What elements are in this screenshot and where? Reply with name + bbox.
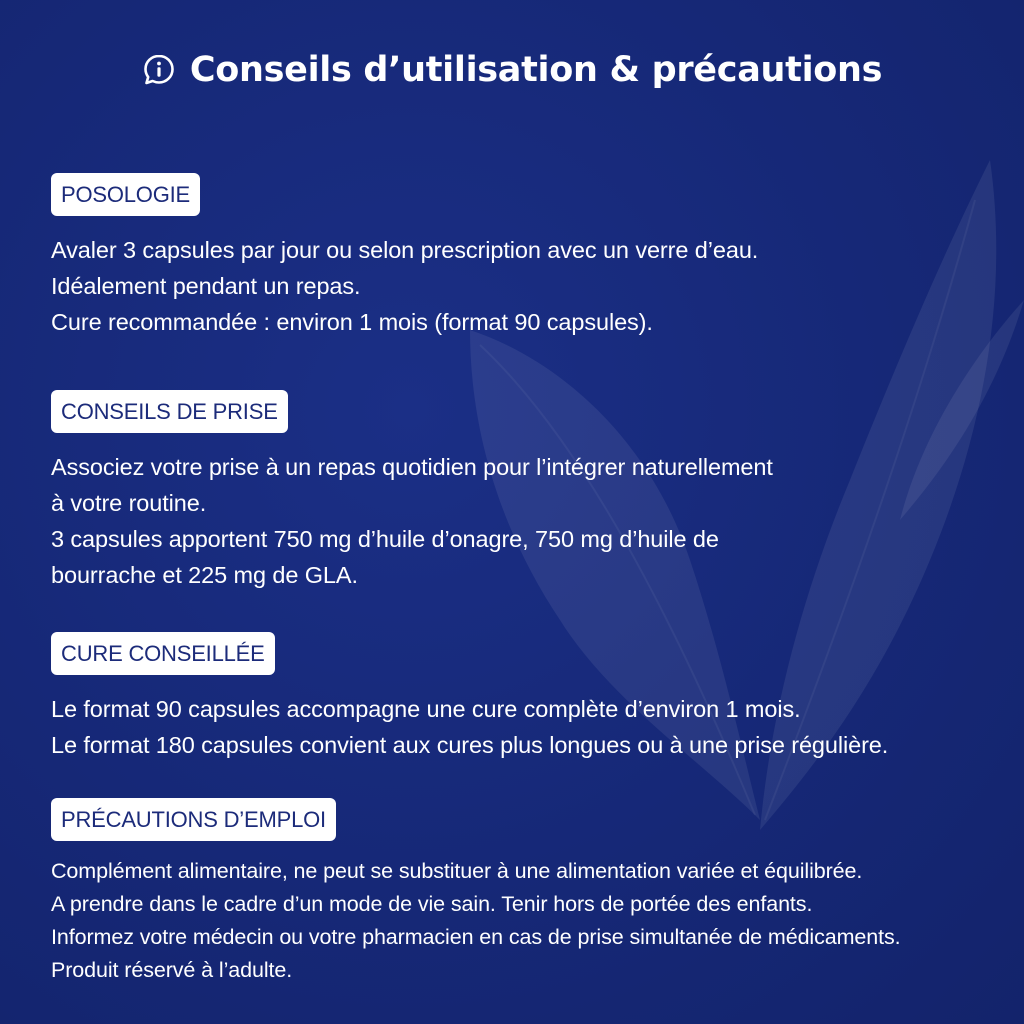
section-conseils-de-prise bbox=[51, 390, 981, 593]
text-line: Produit réservé à l’adulte. bbox=[51, 958, 293, 982]
section-cure-conseillee bbox=[51, 632, 981, 763]
text-line: 3 capsules apportent 750 mg d’huile d’onagre, 750 mg d’huile de bbox=[51, 526, 719, 552]
text-line: Associez votre prise à un repas quotidien pour l’intégrer naturellement bbox=[51, 454, 773, 480]
section-badge-cure-conseillee: CURE CONSEILLÉE bbox=[51, 632, 275, 675]
text-line: Complément alimentaire, ne peut se substituer à une alimentation variée et équilibrée. bbox=[51, 859, 863, 883]
section-badge-posologie: POSOLOGIE bbox=[51, 173, 200, 216]
section-precautions-emploi bbox=[51, 798, 981, 987]
text-line: Cure recommandée : environ 1 mois (format 90 capsules). bbox=[51, 309, 653, 335]
section-text-cure-conseillee bbox=[51, 691, 981, 763]
section-badge-conseils-de-prise: CONSEILS DE PRISE bbox=[51, 390, 288, 433]
text-line: Idéalement pendant un repas. bbox=[51, 273, 361, 299]
text-line: à votre routine. bbox=[51, 490, 207, 516]
text-line: Le format 180 capsules convient aux cures plus longues ou à une prise régulière. bbox=[51, 732, 889, 758]
page-header bbox=[0, 50, 1024, 90]
text-line: Le format 90 capsules accompagne une cure complète d’environ 1 mois. bbox=[51, 696, 801, 722]
section-posologie bbox=[51, 173, 981, 340]
page-title: Conseils d’utilisation & précautions bbox=[189, 50, 883, 90]
section-badge-precautions-emploi: PRÉCAUTIONS D’EMPLOI bbox=[51, 798, 336, 841]
section-text-posologie bbox=[51, 232, 981, 340]
text-line: A prendre dans le cadre d’un mode de vie sain. Tenir hors de portée des enfants. bbox=[51, 892, 813, 916]
section-text-precautions-emploi bbox=[51, 855, 981, 987]
text-line: Informez votre médecin ou votre pharmacien en cas de prise simultanée de médicaments. bbox=[51, 925, 901, 949]
section-text-conseils-de-prise bbox=[51, 449, 981, 593]
text-line: Avaler 3 capsules par jour ou selon prescription avec un verre d’eau. bbox=[51, 237, 759, 263]
info-speech-bubble-icon bbox=[142, 53, 176, 87]
text-line: bourrache et 225 mg de GLA. bbox=[51, 562, 358, 588]
